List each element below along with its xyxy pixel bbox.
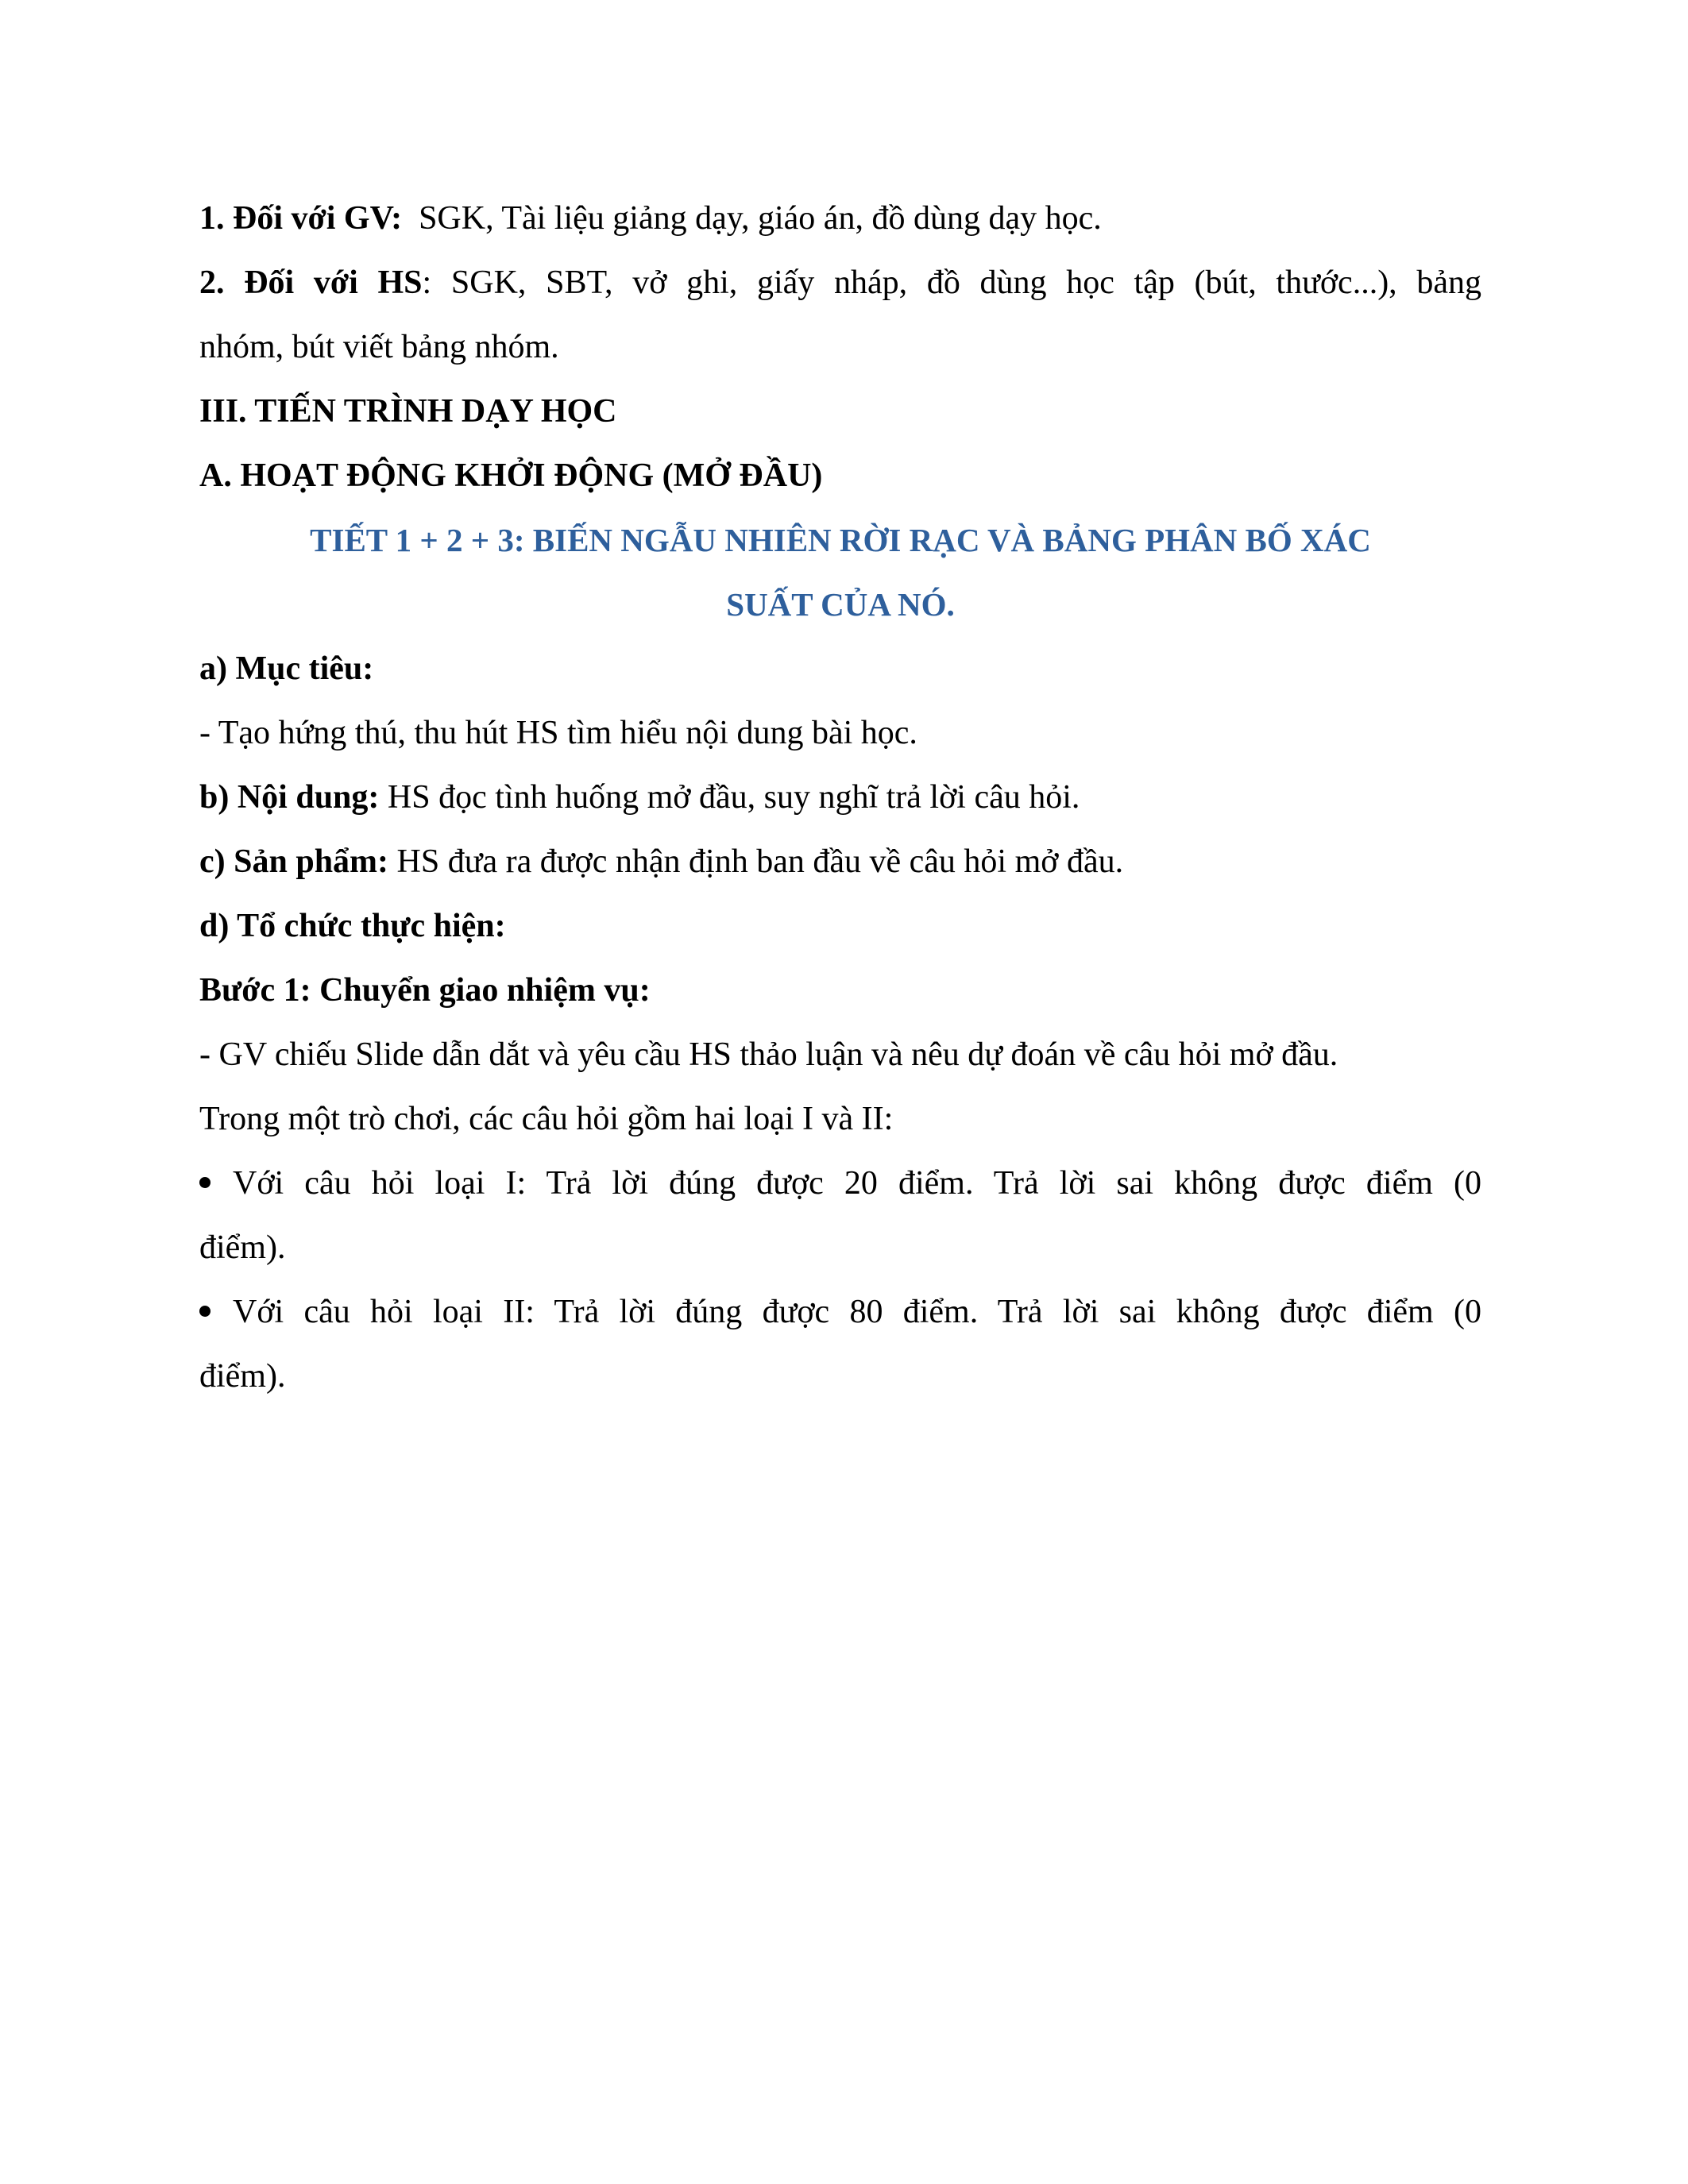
bullet-line2: điểm). [199,1229,286,1266]
materials-hs-continued: nhóm, bút viết bảng nhóm. [199,329,559,365]
bullet-item [199,1280,1481,1409]
lesson-title-line1: TIẾT 1 + 2 + 3: BIẾN NGẪU NHIÊN RỜI RẠC VÀ BẢNG PHÂN BỐ XÁC [310,522,1371,558]
bullet-text: Với câu hỏi loại II: Trả lời đúng được 80 điểm. Trả lời sai không được điểm (0 [233,1294,1481,1330]
step1-intro: Trong một trò chơi, các câu hỏi gồm hai loại I và II: [199,1101,894,1137]
bullet-line2: điểm). [199,1358,286,1395]
bullet-dot-icon [199,1306,211,1317]
bullet-dot-icon [199,1177,211,1188]
step1-label: Bước 1: Chuyển giao nhiệm vụ: [199,972,651,1009]
organization-label: d) Tổ chức thực hiện: [199,908,506,944]
materials-gv-label: 1. Đối với GV: [199,200,403,237]
objectives-item: - Tạo hứng thú, thu hút HS tìm hiểu nội dung bài học. [199,715,917,751]
materials-gv [199,187,1481,251]
product-text: HS đưa ra được nhận định ban đầu về câu hỏi mở đầu. [396,843,1124,880]
activity-heading: A. HOẠT ĐỘNG KHỞI ĐỘNG (MỞ ĐẦU) [199,457,823,494]
content-label: b) Nội dung: [199,779,380,816]
lesson-title-line2: SUẤT CỦA NÓ. [726,586,955,623]
step1-instruction: - GV chiếu Slide dẫn dắt và yêu cầu HS thảo luận và nêu dự đoán về câu hỏi mở đầu. [199,1036,1338,1073]
bullet-item [199,1152,1481,1280]
materials-hs-text-line1: : SGK, SBT, vở ghi, giấy nháp, đồ dùng học tập (bút, thước...), bảng [422,264,1482,301]
bullet-line1 [199,1152,1481,1216]
content-paragraph [199,766,1481,830]
bullet-text: Với câu hỏi loại I: Trả lời đúng được 20 điểm. Trả lời sai không được điểm (0 [233,1165,1481,1202]
materials-hs [199,251,1481,315]
product-label: c) Sản phẩm: [199,843,389,880]
product-paragraph [199,830,1481,894]
document-page [199,187,1481,1409]
section-heading: III. TIẾN TRÌNH DẠY HỌC [199,393,617,430]
materials-gv-text: SGK, Tài liệu giảng dạy, giáo án, đồ dùng dạy học. [419,200,1102,237]
bullet-line1 [199,1280,1481,1345]
materials-hs-label: 2. Đối với HS [199,264,423,301]
objectives-label: a) Mục tiêu: [199,650,374,687]
content-text: HS đọc tình huống mở đầu, suy nghĩ trả lời câu hỏi. [387,779,1080,816]
